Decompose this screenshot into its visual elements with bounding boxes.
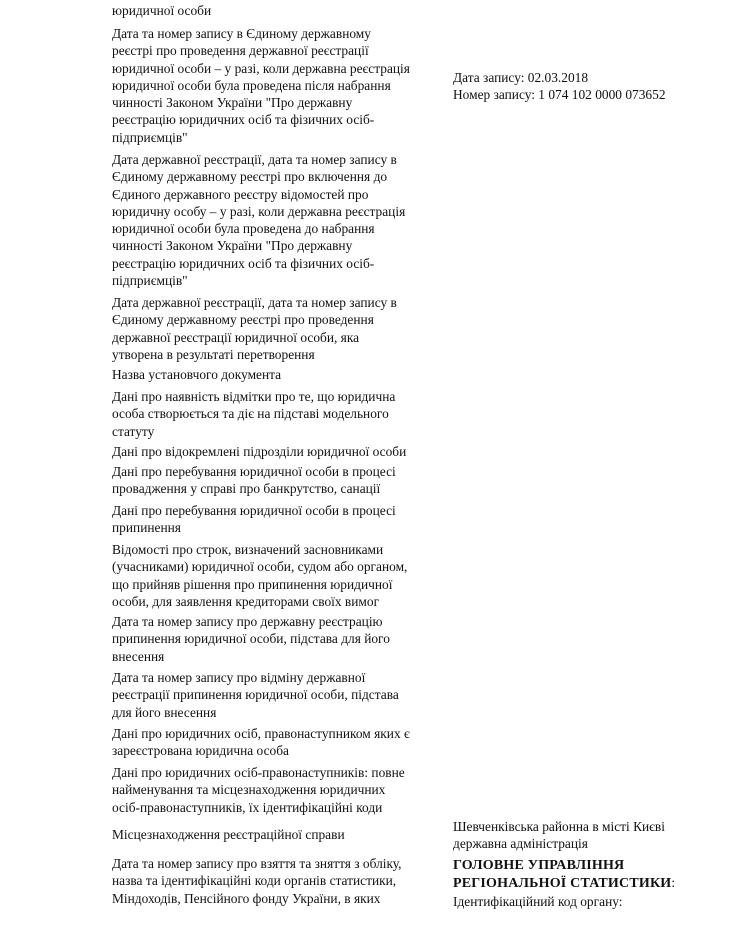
field-label: Дата та номер запису в Єдиному державному реєстрі про проведення державної реєстрації юридичної особи – у разі, коли державна реєстрація юридичної особи була проведена після набрання чинності Законом України "Про державну реєстрацію юридичних осіб та фізичних осіб- підприємців" (112, 26, 410, 145)
field-label: Дані про наявність відмітки про те, що юридична особа створюється та діє на підставі модельного статуту (112, 389, 396, 439)
field-label: Дані про відокремлені підрозділи юридичної особи (112, 444, 407, 459)
field-label: Дата та номер запису про взяття та зняття з обліку, назва та ідентифікаційні коди органів статистики, Міндоходів, Пенсійного фонду України, в яких (112, 856, 402, 906)
record-date-number-value: Дата запису: 02.03.2018 Номер запису: 1 074 102 0000 073652 (453, 70, 666, 103)
field-label: Відомості про строк, визначений засновниками (учасниками) юридичної особи, судом або органом, що прийняв рішення про припинення юридичної особи, для заявлення кредиторами своїх вимог (112, 542, 408, 609)
field-label: Дата та номер запису про відміну державної реєстрації припинення юридичної особи, підстава для його внесення (112, 670, 399, 720)
field-label: Дані про перебування юридичної особи в процесі припинення (112, 503, 396, 536)
statistics-authority-code-label: : Ідентифікаційний код органу: (453, 875, 676, 909)
field-label: Назва установчого документа (112, 367, 282, 382)
field-label: Дані про юридичних осіб-правонаступників: повне найменування та місцезнаходження юридичних осіб-правонаступників, їх ідентифікаційні коди (112, 765, 405, 815)
field-label: Місцезнаходження реєстраційної справи (112, 827, 345, 842)
field-label: Дані про юридичних осіб, правонаступником яких є зареєстрована юридична особа (112, 726, 410, 759)
registration-file-location-value: Шевченківська районна в місті Києві державна адміністрація (453, 819, 665, 852)
field-label: Дата державної реєстрації, дата та номер запису в Єдиному державному реєстрі про проведення державної реєстрації юридичної особи, яка утворена в результаті перетворення (112, 295, 397, 362)
field-label: Дата державної реєстрації, дата та номер запису в Єдиному державному реєстрі про включення до Єдиного державного реєстру відомостей про юридичну особу – у разі, коли державна реєстрація юридичної особи була проведена до набрання чинності Законом України "Про державну реєстрацію юридичних осіб та фізичних осіб- підприємців" (112, 152, 406, 289)
field-label: Дата та номер запису про державну реєстрацію припинення юридичної особи, підстава для його внесення (112, 614, 390, 664)
statistics-authority-value (453, 856, 728, 910)
statistics-authority-name: ГОЛОВНЕ УПРАВЛІННЯ РЕГІОНАЛЬНОЇ СТАТИСТИКИ (453, 858, 672, 892)
field-label: Дані про перебування юридичної особи в процесі провадження у справі про банкрутство, санації (112, 464, 396, 497)
field-label: юридичної особи (112, 3, 212, 18)
